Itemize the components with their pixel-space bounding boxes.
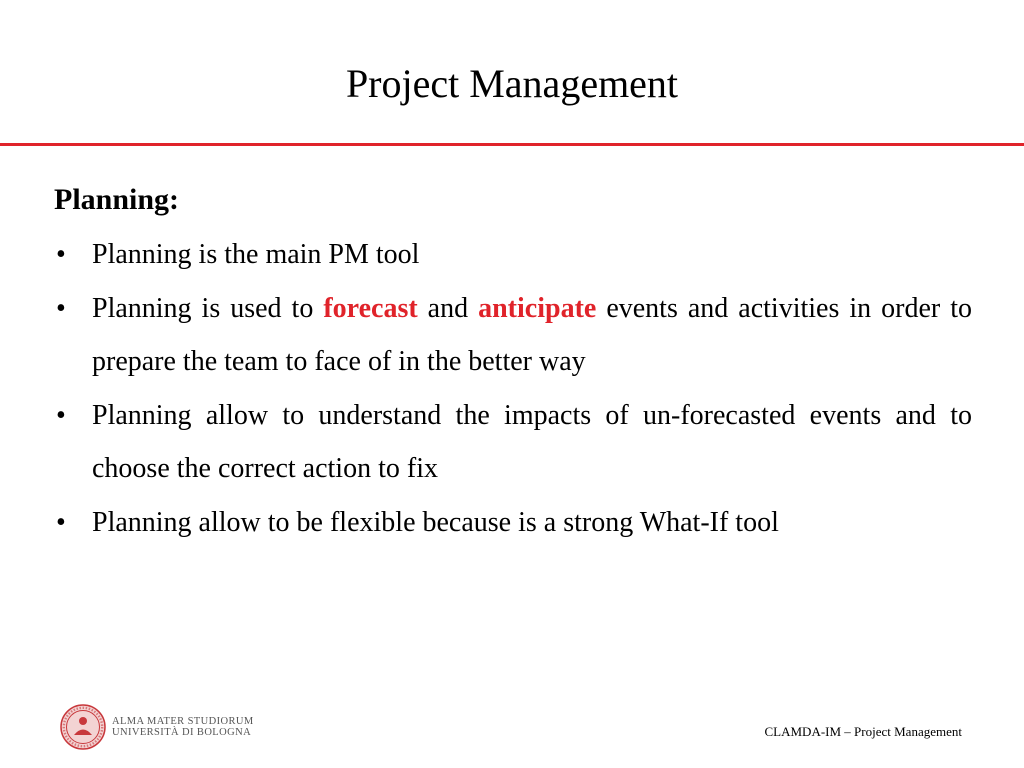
bullet-text: events and activities in order to prepare the team to face of in the better way — [92, 292, 972, 377]
bullet-item — [54, 389, 972, 496]
university-name — [112, 716, 254, 738]
bullet-dot-icon: • — [56, 239, 66, 270]
highlight-forecast: forecast — [323, 292, 418, 324]
bullet-text: Planning allow to be flexible because is a strong What-If tool — [92, 506, 779, 538]
bullet-list — [54, 228, 972, 549]
university-name-line1: ALMA MATER STUDIORUM — [112, 716, 254, 727]
bullet-item — [54, 496, 972, 550]
university-logo — [60, 704, 254, 750]
bullet-text: Planning is used to — [92, 292, 324, 324]
bullet-dot-icon: • — [56, 506, 66, 538]
bullet-dot-icon: • — [56, 399, 66, 431]
bullet-item — [54, 228, 972, 282]
bullet-dot-icon: • — [56, 292, 66, 324]
slide-content — [54, 176, 972, 549]
bullet-text: and — [417, 292, 479, 324]
highlight-anticipate: anticipate — [478, 292, 597, 324]
university-name-line2: UNIVERSITÀ DI BOLOGNA — [112, 727, 252, 738]
university-seal-icon — [60, 704, 106, 750]
slide-title: Project Management — [345, 61, 679, 106]
title-divider — [0, 143, 1024, 146]
bullet-text: Planning is the main PM tool — [92, 239, 420, 270]
bullet-item — [54, 282, 972, 389]
bullet-text: Planning allow to understand the impacts of un-forecasted events and to choose the correct action to fix — [92, 399, 972, 484]
section-heading: Planning: — [54, 183, 180, 216]
footer-course-label: CLAMDA-IM – Project Management — [764, 724, 962, 739]
